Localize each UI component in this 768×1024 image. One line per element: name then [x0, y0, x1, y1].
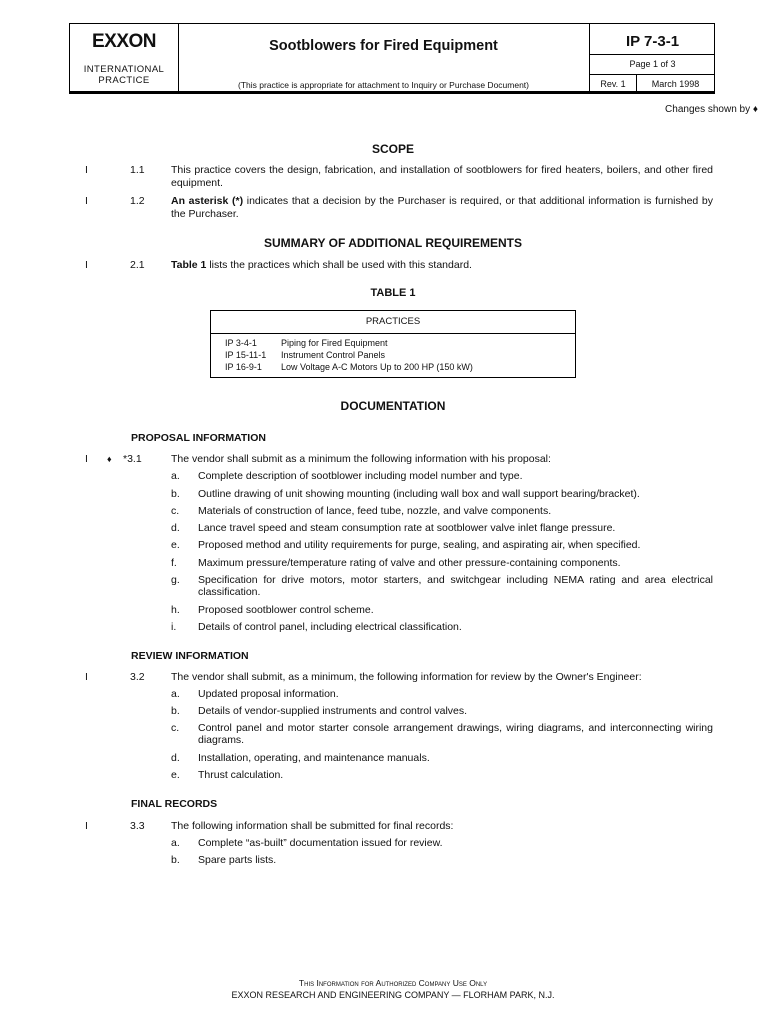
proposal-subheading: PROPOSAL INFORMATION	[131, 432, 266, 444]
list-item-letter: b.	[171, 488, 180, 500]
list-item-letter: c.	[171, 722, 180, 734]
document-header	[69, 23, 715, 94]
logo-subtitle-2: PRACTICE	[98, 75, 150, 86]
table-cell-code: IP 3-4-1	[225, 338, 257, 348]
revision-mark: I	[85, 453, 88, 465]
summary-para-1	[171, 259, 713, 272]
list-item-letter: e.	[171, 769, 180, 781]
list-item-letter: b.	[171, 854, 180, 866]
list-item-letter: g.	[171, 574, 180, 586]
changes-note	[665, 104, 758, 115]
list-item: Lance travel speed and steam consumption rate at sootblower valve inlet flange pressure.	[198, 522, 616, 534]
para-number: 3.2	[130, 671, 145, 683]
list-item: Proposed method and utility requirements for purge, sealing, and aspirating air, when specified.	[198, 539, 641, 551]
list-item: Details of vendor-supplied instruments and control valves.	[198, 705, 468, 717]
revision-mark: I	[85, 671, 88, 683]
list-item: Outline drawing of unit showing mounting (including wall box and wall support bearing/bracket).	[198, 488, 640, 500]
table-row	[225, 362, 473, 372]
list-item-letter: d.	[171, 752, 180, 764]
practices-table	[210, 310, 576, 378]
list-item-letter: d.	[171, 522, 180, 534]
para-number: *3.1	[123, 453, 142, 465]
list-item: Thrust calculation.	[198, 769, 284, 781]
scope-para-2	[171, 195, 713, 220]
para-number: 1.1	[130, 164, 145, 176]
list-item-letter: c.	[171, 505, 180, 517]
table-title: TABLE 1	[370, 287, 416, 299]
final-subheading: FINAL RECORDS	[131, 798, 218, 810]
scope-para-2-text: indicates that a decision by the Purchaser is required, or that additional information is furnished by the Purchaser.	[171, 195, 713, 220]
summary-heading: SUMMARY OF ADDITIONAL REQUIREMENTS	[263, 236, 522, 250]
final-para: The following information shall be submitted for final records:	[171, 820, 454, 832]
review-subheading: REVIEW INFORMATION	[131, 650, 249, 662]
revision-mark: I	[85, 259, 88, 271]
list-item-letter: a.	[171, 837, 180, 849]
list-item: Materials of construction of lance, feed tube, nozzle, and valve components.	[198, 505, 552, 517]
list-item: Proposed sootblower control scheme.	[198, 604, 374, 616]
scope-para-1: This practice covers the design, fabrication, and installation of sootblowers for fired heaters, boilers, and other fired equipment.	[171, 164, 713, 189]
asterisk-term: An asterisk (*)	[171, 195, 244, 207]
para-number: 3.3	[130, 820, 145, 832]
table-cell-desc: Instrument Control Panels	[281, 350, 386, 360]
info-cell	[589, 24, 715, 91]
diamond-icon: ♦	[752, 104, 758, 115]
footer-notice: This Information for Authorized Company Use Only	[298, 978, 488, 988]
logo-cell	[70, 24, 179, 91]
table-ref: Table 1	[171, 259, 207, 271]
exxon-logo: EXXON	[91, 31, 157, 52]
table-cell-desc: Piping for Fired Equipment	[281, 338, 388, 348]
list-item: Maximum pressure/temperature rating of valve and other pressure-containing components.	[198, 557, 621, 569]
list-item-letter: b.	[171, 705, 180, 717]
logo-subtitle-1: INTERNATIONAL	[83, 64, 165, 75]
list-item: Specification for drive motors, motor starters, and switchgear including NEMA rating and area electrical classification.	[198, 574, 713, 598]
revision: Rev. 1	[600, 79, 626, 89]
table-cell-code: IP 15-11-1	[225, 350, 267, 360]
scope-heading: SCOPE	[371, 142, 414, 156]
list-item-letter: a.	[171, 688, 180, 700]
documentation-heading: DOCUMENTATION	[340, 399, 446, 413]
review-para: The vendor shall submit, as a minimum, the following information for review by the Owner's Engineer:	[171, 671, 642, 683]
list-item-letter: h.	[171, 604, 180, 616]
list-item: Details of control panel, including electrical classification.	[198, 621, 462, 633]
ip-number: IP 7-3-1	[625, 33, 680, 50]
list-item: Complete description of sootblower including model number and type.	[198, 470, 523, 482]
list-item: Installation, operating, and maintenance manuals.	[198, 752, 430, 764]
list-item: Control panel and motor starter console arrangement drawings, wiring diagrams, and interconnecting wiring diagrams.	[198, 722, 713, 746]
list-item-letter: e.	[171, 539, 180, 551]
table-cell-desc: Low Voltage A-C Motors Up to 200 HP (150 kW)	[281, 362, 473, 372]
table-header: PRACTICES	[211, 311, 575, 334]
table-row	[225, 338, 388, 348]
footer-company: EXXON RESEARCH AND ENGINEERING COMPANY — FLORHAM PARK, N.J.	[231, 990, 555, 1000]
list-item: Spare parts lists.	[198, 854, 277, 866]
page-indicator: Page 1 of 3	[629, 59, 676, 69]
list-item-letter: i.	[171, 621, 177, 633]
document-title: Sootblowers for Fired Equipment	[269, 38, 498, 54]
para-number: 2.1	[130, 259, 145, 271]
revision-mark: I	[85, 820, 88, 832]
revision-mark: I	[85, 195, 88, 207]
table-row	[225, 350, 386, 360]
summary-para-1-text: lists the practices which shall be used with this standard.	[206, 259, 472, 271]
table-cell-code: IP 16-9-1	[225, 362, 262, 372]
changes-note-text: Changes shown by	[665, 104, 751, 115]
revision-mark: I	[85, 164, 88, 176]
para-number: 1.2	[130, 195, 145, 207]
list-item-letter: f.	[171, 557, 177, 569]
list-item: Complete “as-built” documentation issued for review.	[198, 837, 443, 849]
revision-date: March 1998	[651, 79, 700, 89]
list-item-letter: a.	[171, 470, 180, 482]
list-item: Updated proposal information.	[198, 688, 339, 700]
proposal-para: The vendor shall submit as a minimum the following information with his proposal:	[171, 453, 551, 465]
diamond-icon: ♦	[107, 454, 112, 464]
document-note: (This practice is appropriate for attachment to Inquiry or Purchase Document)	[237, 80, 530, 90]
